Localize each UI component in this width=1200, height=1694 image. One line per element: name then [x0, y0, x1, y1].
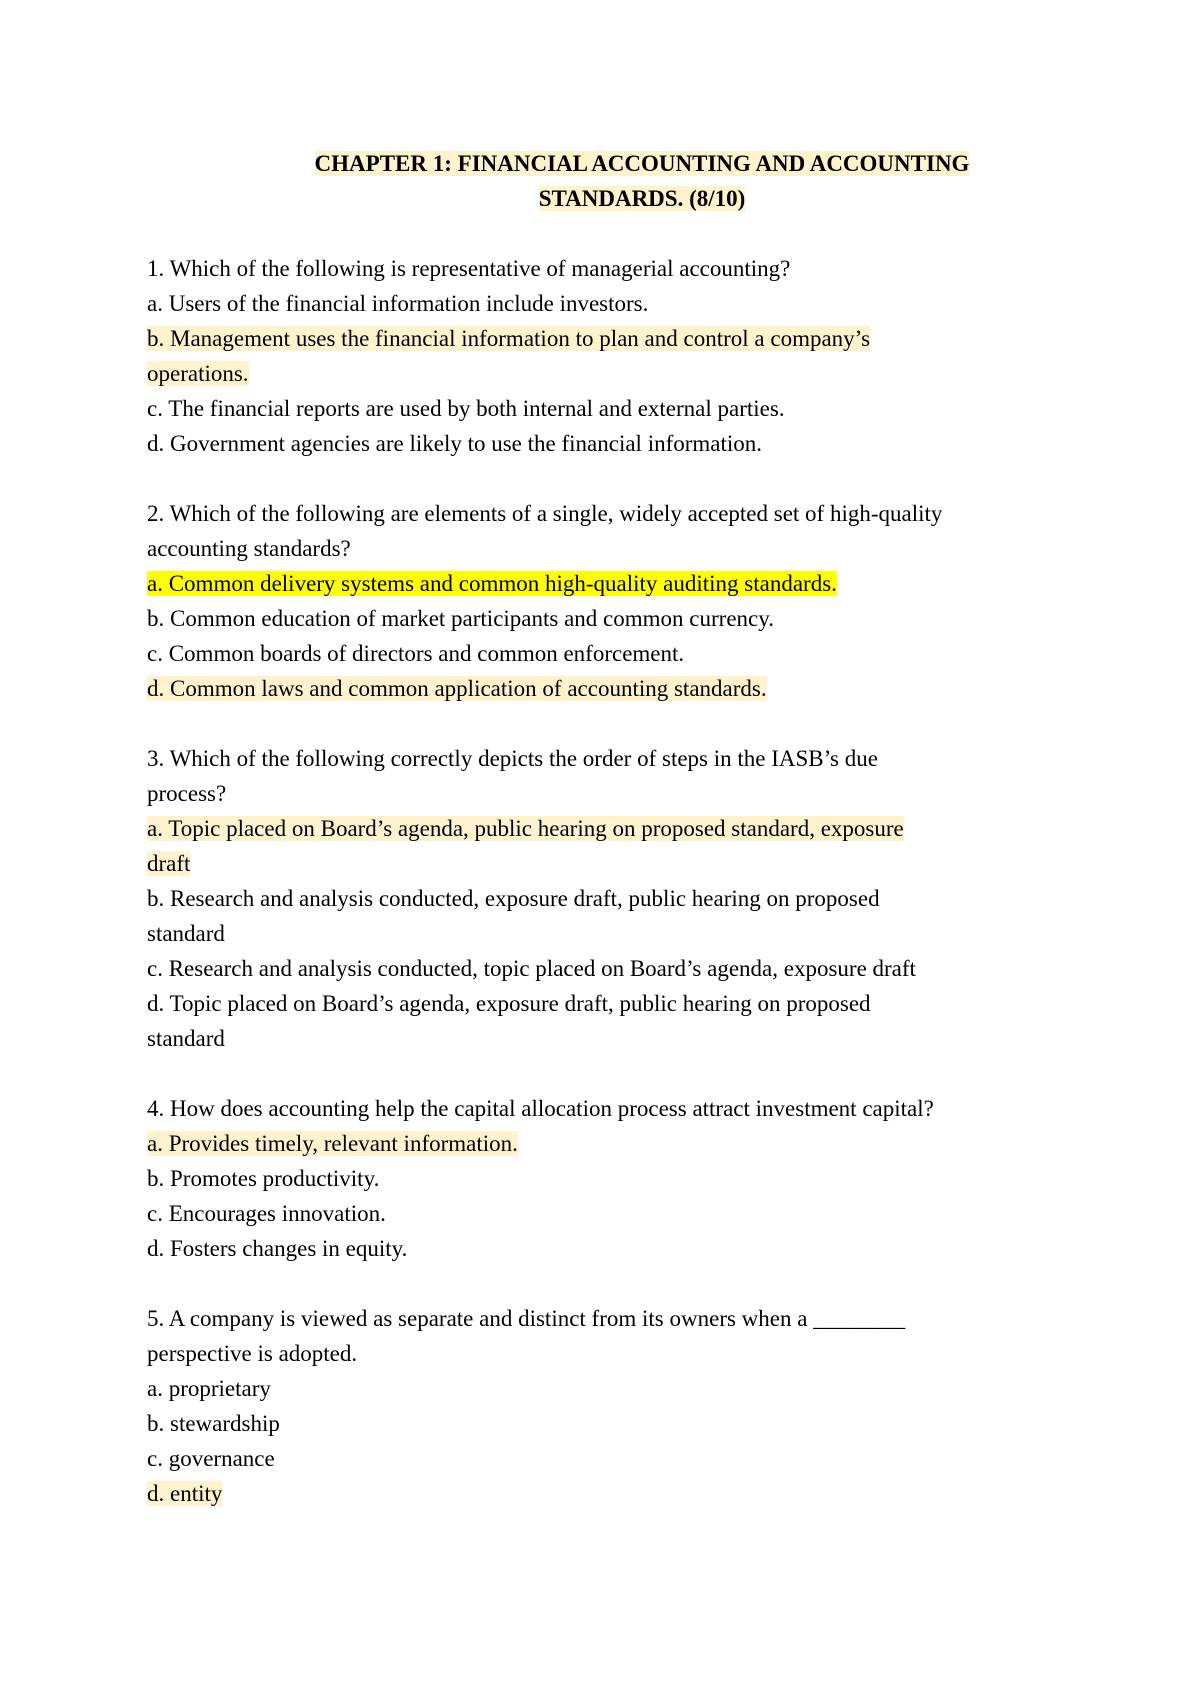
answer-option-d-highlighted: d. entity	[147, 1481, 223, 1506]
question-5	[147, 1301, 1077, 1511]
answer-option-c: c. Encourages innovation.	[147, 1201, 386, 1226]
answer-option-c: c. Research and analysis conducted, topic placed on Board’s agenda, exposure draft	[147, 956, 916, 981]
question-list	[147, 251, 1077, 1511]
answer-option-a: a. proprietary	[147, 1376, 271, 1401]
answer-option-b: b. Promotes productivity.	[147, 1166, 380, 1191]
question-stem-line: 4. How does accounting help the capital allocation process attract investment capital?	[147, 1096, 934, 1121]
chapter-title-line-2: STANDARDS. (8/10)	[538, 186, 746, 211]
question-stem-line: 3. Which of the following correctly depicts the order of steps in the IASB’s due	[147, 746, 878, 771]
answer-option-d: d. Fosters changes in equity.	[147, 1236, 408, 1261]
answer-option-c: c. Common boards of directors and common enforcement.	[147, 641, 685, 666]
answer-option-a-highlighted: a. Common delivery systems and common high-quality auditing standards.	[147, 571, 837, 596]
chapter-title	[147, 146, 1077, 216]
answer-option-b: b. Common education of market participants and common currency.	[147, 606, 774, 631]
question-stem-line: 2. Which of the following are elements of a single, widely accepted set of high-quality	[147, 501, 943, 526]
question-stem-line: 1. Which of the following is representative of managerial accounting?	[147, 256, 791, 281]
answer-option-b: b. Research and analysis conducted, exposure draft, public hearing on proposed	[147, 886, 880, 911]
answer-option-a-highlighted: a. Provides timely, relevant information.	[147, 1131, 518, 1156]
answer-option-a: a. Users of the financial information include investors.	[147, 291, 649, 316]
question-stem-line: accounting standards?	[147, 536, 351, 561]
question-2	[147, 496, 1077, 706]
question-stem-line: process?	[147, 781, 227, 806]
answer-option-b: standard	[147, 921, 225, 946]
answer-option-b: b. stewardship	[147, 1411, 280, 1436]
question-stem-line: perspective is adopted.	[147, 1341, 358, 1366]
answer-option-b-highlighted: operations.	[147, 361, 249, 386]
question-1	[147, 251, 1077, 461]
answer-option-c: c. governance	[147, 1446, 275, 1471]
answer-option-d: standard	[147, 1026, 225, 1051]
question-3	[147, 741, 1077, 1056]
answer-option-a-highlighted: a. Topic placed on Board’s agenda, public hearing on proposed standard, exposure	[147, 816, 904, 841]
answer-option-d-highlighted: d. Common laws and common application of accounting standards.	[147, 676, 767, 701]
answer-option-c: c. The financial reports are used by both internal and external parties.	[147, 396, 785, 421]
answer-option-b-highlighted: b. Management uses the financial information to plan and control a company’s	[147, 326, 871, 351]
document-page	[147, 146, 1077, 1511]
answer-option-a-highlighted: draft	[147, 851, 191, 876]
chapter-title-line-1: CHAPTER 1: FINANCIAL ACCOUNTING AND ACCOUNTING	[314, 151, 970, 176]
question-stem-line: 5. A company is viewed as separate and distinct from its owners when a ________	[147, 1306, 906, 1331]
question-4	[147, 1091, 1077, 1266]
answer-option-d: d. Topic placed on Board’s agenda, exposure draft, public hearing on proposed	[147, 991, 871, 1016]
answer-option-d: d. Government agencies are likely to use the financial information.	[147, 431, 763, 456]
